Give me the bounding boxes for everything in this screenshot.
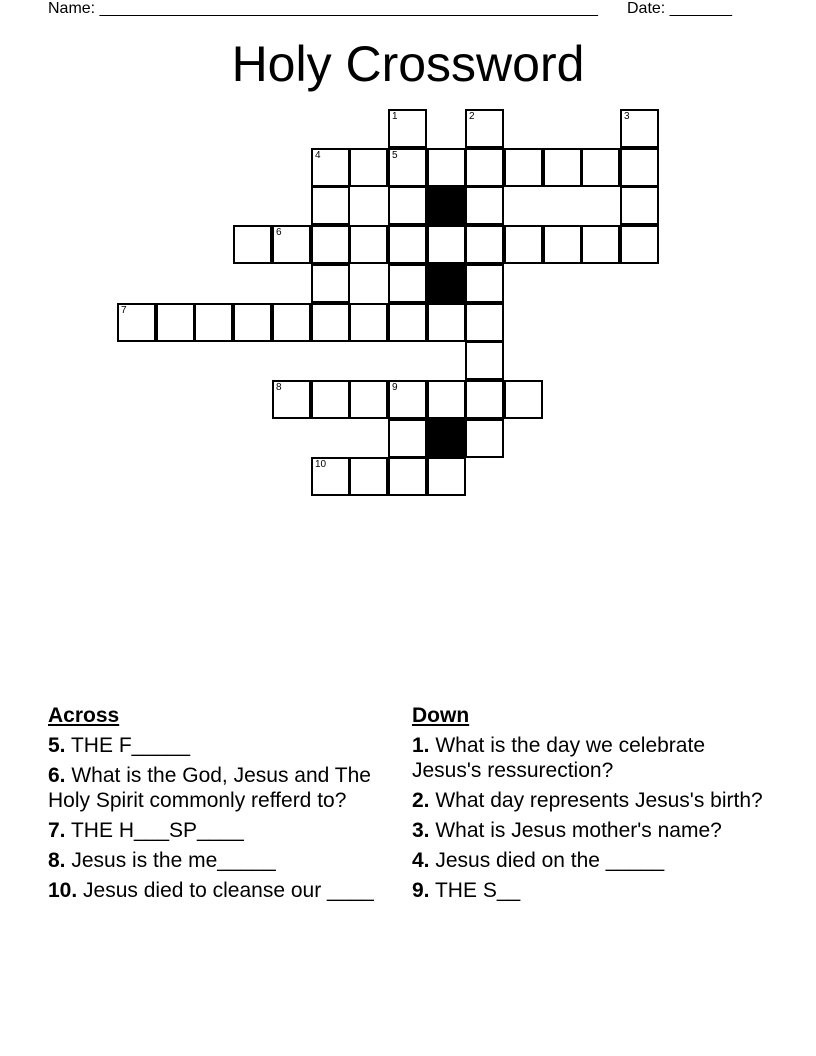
grid-cell[interactable] [311,303,350,342]
clue-number: 8. [48,849,66,872]
grid-cell[interactable] [349,457,388,496]
grid-cell-number: 6 [276,227,282,238]
grid-cell[interactable] [543,148,582,187]
grid-cell[interactable] [388,380,427,419]
clue-down-9 [412,878,772,903]
clue-number: 4. [412,849,430,872]
across-heading: Across [48,704,120,727]
clue-across-5 [48,733,393,758]
grid-cell[interactable] [349,303,388,342]
grid-cell[interactable] [427,148,466,187]
grid-cell[interactable] [349,225,388,264]
grid-cell[interactable] [581,225,620,264]
grid-cell[interactable] [465,109,504,148]
clue-text: THE H___SP____ [70,819,244,842]
clue-across-10 [48,878,393,903]
grid-cell[interactable] [311,186,350,225]
grid-cell-number: 1 [392,111,398,122]
grid-cell[interactable] [388,148,427,187]
clue-number: 5. [48,734,66,757]
grid-cell[interactable] [465,303,504,342]
grid-cell[interactable] [620,186,659,225]
grid-cell[interactable] [581,148,620,187]
clue-text: Jesus died to cleanse our ____ [83,879,374,902]
clue-number: 7. [48,819,66,842]
clue-text: Jesus died on the _____ [435,849,665,872]
grid-cell[interactable] [388,457,427,496]
grid-black-cell [427,264,466,303]
grid-cell[interactable] [117,303,156,342]
grid-cell[interactable] [272,380,311,419]
grid-cell[interactable] [156,303,195,342]
grid-black-cell [427,419,466,458]
clue-text: Jesus is the me_____ [71,849,276,872]
grid-cell[interactable] [465,380,504,419]
grid-cell[interactable] [388,186,427,225]
grid-cell-number: 3 [624,111,630,122]
grid-cell[interactable] [543,225,582,264]
grid-cell-number: 7 [121,305,127,316]
grid-cell-number: 2 [469,111,475,122]
grid-cell[interactable] [311,264,350,303]
grid-cell[interactable] [427,303,466,342]
grid-cell[interactable] [388,419,427,458]
grid-cell[interactable] [349,148,388,187]
grid-cell[interactable] [427,457,466,496]
clue-across-8 [48,848,393,873]
clue-number: 2. [412,789,430,812]
page-title: Holy Crossword [231,36,585,92]
grid-cell[interactable] [465,186,504,225]
clue-number: 9. [412,879,430,902]
down-clues [412,703,772,908]
across-clues [48,703,393,908]
grid-black-cell [427,186,466,225]
grid-cell[interactable] [311,380,350,419]
grid-cell[interactable] [620,148,659,187]
grid-cell[interactable] [388,225,427,264]
clue-across-7 [48,818,393,843]
grid-cell[interactable] [388,109,427,148]
crossword-grid [0,0,816,520]
clue-text: What is Jesus mother's name? [435,819,722,842]
clue-down-1 [412,733,772,783]
grid-cell[interactable] [311,225,350,264]
grid-cell-number: 10 [315,459,327,470]
clue-number: 1. [412,734,430,757]
grid-cell[interactable] [465,419,504,458]
clue-text: What is the God, Jesus and The Holy Spirit commonly refferd to? [48,764,371,812]
grid-cell[interactable] [272,225,311,264]
grid-cell[interactable] [311,457,350,496]
clue-across-6 [48,763,393,813]
clue-text: THE F_____ [70,734,191,757]
grid-cell[interactable] [388,264,427,303]
down-heading: Down [412,704,470,727]
clue-down-3 [412,818,772,843]
grid-cell[interactable] [465,148,504,187]
grid-cell[interactable] [504,380,543,419]
clue-number: 10. [48,879,78,902]
clue-text: What day represents Jesus's birth? [435,789,763,812]
grid-cell-number: 5 [392,150,398,161]
name-field-label: Name: ________________________________________________________ [48,0,598,17]
grid-cell-number: 8 [276,382,282,393]
clue-down-2 [412,788,772,813]
grid-cell-number: 4 [315,150,321,161]
clue-text: THE S__ [434,879,521,902]
clue-number: 3. [412,819,430,842]
grid-cell[interactable] [465,225,504,264]
grid-cell[interactable] [465,264,504,303]
clue-down-4 [412,848,772,873]
grid-cell[interactable] [620,225,659,264]
grid-cell[interactable] [504,148,543,187]
grid-cell[interactable] [349,380,388,419]
clue-number: 6. [48,764,66,787]
grid-cell[interactable] [194,303,233,342]
grid-cell[interactable] [427,380,466,419]
grid-cell[interactable] [388,303,427,342]
grid-cell[interactable] [311,148,350,187]
grid-cell-number: 9 [392,382,398,393]
grid-cell[interactable] [233,225,272,264]
grid-cell[interactable] [427,225,466,264]
grid-cell[interactable] [620,109,659,148]
date-field-label: Date: _______ [627,0,732,17]
grid-cell[interactable] [272,303,311,342]
grid-cell[interactable] [465,341,504,380]
grid-cell[interactable] [504,225,543,264]
clue-text: What is the day we celebrate Jesus's ressurection? [412,734,705,782]
grid-cell[interactable] [233,303,272,342]
